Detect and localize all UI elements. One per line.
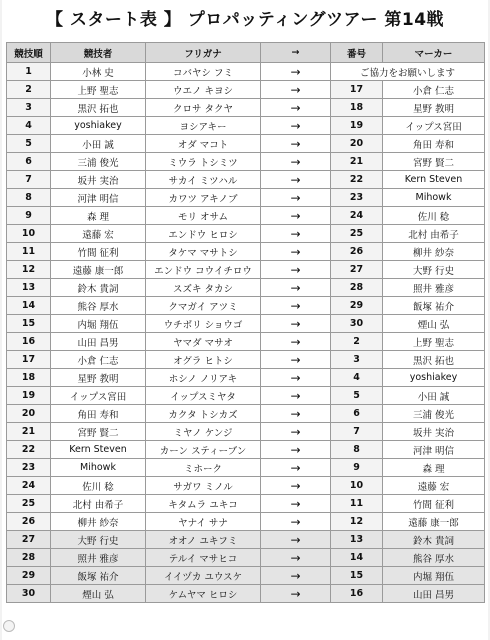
table-body (7, 63, 485, 603)
table-row (7, 585, 485, 603)
row-player: 森 理 (51, 207, 146, 225)
table-row (7, 243, 485, 261)
row-furigana: イイヅカ ユウスケ (146, 567, 261, 585)
row-furigana: モリ オサム (146, 207, 261, 225)
table-row (7, 567, 485, 585)
row-marker: 鈴木 貴詞 (383, 531, 485, 549)
row-order: 29 (7, 567, 51, 585)
table-row (7, 207, 485, 225)
row-marker: yoshiakey (383, 369, 485, 387)
row-order: 13 (7, 279, 51, 297)
row-marker: 角田 寿和 (383, 135, 485, 153)
row-arrow: → (261, 135, 331, 153)
table-row (7, 531, 485, 549)
row-arrow: → (261, 117, 331, 135)
row-number: 23 (331, 189, 383, 207)
table-row (7, 459, 485, 477)
row-furigana: エンドウ コウイチロウ (146, 261, 261, 279)
row-arrow: → (261, 225, 331, 243)
row-player: 小田 誠 (51, 135, 146, 153)
header-order: 競技順 (7, 43, 51, 63)
header-arrow: → (261, 43, 331, 63)
row-player: 内堀 翔伍 (51, 315, 146, 333)
start-table (6, 42, 485, 603)
row-player: 三浦 俊光 (51, 153, 146, 171)
row-marker: 竹間 征利 (383, 495, 485, 513)
row-number: 26 (331, 243, 383, 261)
row-number: 27 (331, 261, 383, 279)
row-order: 2 (7, 81, 51, 99)
row-marker: 北村 由希子 (383, 225, 485, 243)
row-player: 宮野 賢二 (51, 423, 146, 441)
row-furigana: サカイ ミツハル (146, 171, 261, 189)
row-arrow: → (261, 531, 331, 549)
row-marker: 宮野 賢二 (383, 153, 485, 171)
row-player: 柳井 紗奈 (51, 513, 146, 531)
row-number: 15 (331, 567, 383, 585)
row-number: 3 (331, 351, 383, 369)
table-row (7, 189, 485, 207)
row-arrow: → (261, 495, 331, 513)
row-order: 7 (7, 171, 51, 189)
row-order: 9 (7, 207, 51, 225)
row-order: 6 (7, 153, 51, 171)
row-player: 小倉 仁志 (51, 351, 146, 369)
row-furigana: サガワ ミノル (146, 477, 261, 495)
row-player: 鈴木 貴詞 (51, 279, 146, 297)
row-arrow: → (261, 81, 331, 99)
row-marker: 上野 聖志 (383, 333, 485, 351)
row-player: 遠藤 康一郎 (51, 261, 146, 279)
header-player: 競技者 (51, 43, 146, 63)
row-marker: 坂井 実治 (383, 423, 485, 441)
row-furigana: テルイ マサヒコ (146, 549, 261, 567)
table-row (7, 477, 485, 495)
table-row (7, 225, 485, 243)
row-order: 19 (7, 387, 51, 405)
row-order: 23 (7, 459, 51, 477)
row-furigana: ミウラ トシミツ (146, 153, 261, 171)
table-row (7, 81, 485, 99)
row-player: Mihowk (51, 459, 146, 477)
table-row (7, 99, 485, 117)
row-order: 21 (7, 423, 51, 441)
row-marker: 熊谷 厚水 (383, 549, 485, 567)
row-marker: 遠藤 宏 (383, 477, 485, 495)
row-arrow: → (261, 567, 331, 585)
row-order: 1 (7, 63, 51, 81)
row-order: 20 (7, 405, 51, 423)
row-number: 7 (331, 423, 383, 441)
row-furigana: ケムヤマ ヒロシ (146, 585, 261, 603)
table-row (7, 153, 485, 171)
row-furigana: カーン スティーブン (146, 441, 261, 459)
row-arrow: → (261, 315, 331, 333)
row-marker: 黒沢 拓也 (383, 351, 485, 369)
row-order: 12 (7, 261, 51, 279)
row-player: 熊谷 厚水 (51, 297, 146, 315)
row-furigana: キタムラ ユキコ (146, 495, 261, 513)
row-number: 28 (331, 279, 383, 297)
row-marker: 三浦 俊光 (383, 405, 485, 423)
table-row (7, 63, 485, 81)
row-furigana: オグラ ヒトシ (146, 351, 261, 369)
table-row (7, 315, 485, 333)
row-number: 5 (331, 387, 383, 405)
row-furigana: クマガイ アツミ (146, 297, 261, 315)
row-number: 9 (331, 459, 383, 477)
row-arrow: → (261, 477, 331, 495)
table-row (7, 171, 485, 189)
table-row (7, 369, 485, 387)
row-number: 16 (331, 585, 383, 603)
row-furigana: ウチボリ ショウゴ (146, 315, 261, 333)
row-player: 佐川 稔 (51, 477, 146, 495)
row-furigana: カクタ トシカズ (146, 405, 261, 423)
row-arrow: → (261, 459, 331, 477)
row-number: 13 (331, 531, 383, 549)
row-number: 21 (331, 153, 383, 171)
corner-circle-icon (3, 620, 15, 632)
row-arrow: → (261, 585, 331, 603)
row-furigana: タケマ マサトシ (146, 243, 261, 261)
row-marker: 河津 明信 (383, 441, 485, 459)
row-furigana: オダ マコト (146, 135, 261, 153)
row-furigana: クロサ タクヤ (146, 99, 261, 117)
row-player: 大野 行史 (51, 531, 146, 549)
row-marker: 遠藤 康一郎 (383, 513, 485, 531)
table-row (7, 513, 485, 531)
row-number: 2 (331, 333, 383, 351)
row-order: 5 (7, 135, 51, 153)
row-player: 遠藤 宏 (51, 225, 146, 243)
row-marker: Mihowk (383, 189, 485, 207)
table-row (7, 279, 485, 297)
header-marker: マーカー (383, 43, 485, 63)
row-furigana: オオノ ユキフミ (146, 531, 261, 549)
row-furigana: カワツ アキノブ (146, 189, 261, 207)
row-marker: 小田 誠 (383, 387, 485, 405)
row-order: 25 (7, 495, 51, 513)
row-player: Kern Steven (51, 441, 146, 459)
row-arrow: → (261, 189, 331, 207)
table-row (7, 441, 485, 459)
row-furigana: ミヤノ ケンジ (146, 423, 261, 441)
row-player: 小林 史 (51, 63, 146, 81)
row-player: 角田 寿和 (51, 405, 146, 423)
table-row (7, 117, 485, 135)
table-row (7, 495, 485, 513)
row-order: 27 (7, 531, 51, 549)
row-marker: 星野 教明 (383, 99, 485, 117)
row-arrow: → (261, 405, 331, 423)
row-number: 24 (331, 207, 383, 225)
row-number: 11 (331, 495, 383, 513)
row-marker: Kern Steven (383, 171, 485, 189)
row-order: 8 (7, 189, 51, 207)
row-arrow: → (261, 351, 331, 369)
row-marker: 森 理 (383, 459, 485, 477)
table-row (7, 405, 485, 423)
row-number: 14 (331, 549, 383, 567)
row-number: 29 (331, 297, 383, 315)
row-arrow: → (261, 441, 331, 459)
row-player: 上野 聖志 (51, 81, 146, 99)
row-marker: 照井 雅彦 (383, 279, 485, 297)
row-order: 16 (7, 333, 51, 351)
row-arrow: → (261, 423, 331, 441)
row-order: 18 (7, 369, 51, 387)
row-arrow: → (261, 513, 331, 531)
row-player: 北村 由希子 (51, 495, 146, 513)
row-order: 4 (7, 117, 51, 135)
row-marker: 飯塚 祐介 (383, 297, 485, 315)
row-furigana: コバヤシ フミ (146, 63, 261, 81)
table-row (7, 351, 485, 369)
row-order: 30 (7, 585, 51, 603)
row-arrow: → (261, 279, 331, 297)
row-arrow: → (261, 333, 331, 351)
header-number: 番号 (331, 43, 383, 63)
row-order: 10 (7, 225, 51, 243)
table-row (7, 333, 485, 351)
page-title: 【 スタート表 】 プロパッティングツアー 第14戦 (45, 10, 445, 30)
row-number: 25 (331, 225, 383, 243)
row-marker: イップス宮田 (383, 117, 485, 135)
row-arrow: → (261, 207, 331, 225)
row-arrow: → (261, 261, 331, 279)
table-row (7, 387, 485, 405)
row-number: 10 (331, 477, 383, 495)
row-number: 4 (331, 369, 383, 387)
row-order: 28 (7, 549, 51, 567)
row-order: 17 (7, 351, 51, 369)
row-order: 3 (7, 99, 51, 117)
row-player: 飯塚 祐介 (51, 567, 146, 585)
row-order: 15 (7, 315, 51, 333)
row-number: 19 (331, 117, 383, 135)
row-marker: 内堀 翔伍 (383, 567, 485, 585)
row-number: 8 (331, 441, 383, 459)
table-row (7, 135, 485, 153)
table-row (7, 549, 485, 567)
row-furigana: ホシノ ノリアキ (146, 369, 261, 387)
row-player: イップス宮田 (51, 387, 146, 405)
row-player: 坂井 実治 (51, 171, 146, 189)
row-order: 26 (7, 513, 51, 531)
row-furigana: イップスミヤタ (146, 387, 261, 405)
row-furigana: エンドウ ヒロシ (146, 225, 261, 243)
row-player: 竹間 征利 (51, 243, 146, 261)
row-marker-note: ご協力をお願いします (331, 63, 485, 81)
row-number: 22 (331, 171, 383, 189)
row-player: 照井 雅彦 (51, 549, 146, 567)
header-furigana: フリガナ (146, 43, 261, 63)
row-player: 山田 昌男 (51, 333, 146, 351)
table-row (7, 261, 485, 279)
row-arrow: → (261, 387, 331, 405)
row-arrow: → (261, 171, 331, 189)
row-furigana: ヤマダ マサオ (146, 333, 261, 351)
row-order: 11 (7, 243, 51, 261)
row-furigana: ヤナイ サナ (146, 513, 261, 531)
row-number: 6 (331, 405, 383, 423)
row-furigana: ヨシアキー (146, 117, 261, 135)
row-number: 20 (331, 135, 383, 153)
row-arrow: → (261, 369, 331, 387)
row-arrow: → (261, 99, 331, 117)
row-number: 30 (331, 315, 383, 333)
row-order: 22 (7, 441, 51, 459)
row-player: yoshiakey (51, 117, 146, 135)
row-order: 14 (7, 297, 51, 315)
row-player: 星野 教明 (51, 369, 146, 387)
table-row (7, 423, 485, 441)
row-order: 24 (7, 477, 51, 495)
row-marker: 大野 行史 (383, 261, 485, 279)
row-furigana: スズキ タカシ (146, 279, 261, 297)
row-marker: 柳井 紗奈 (383, 243, 485, 261)
table-header-row (7, 43, 485, 63)
row-number: 12 (331, 513, 383, 531)
row-marker: 佐川 稔 (383, 207, 485, 225)
start-sheet (2, 0, 488, 640)
row-player: 河津 明信 (51, 189, 146, 207)
row-number: 17 (331, 81, 383, 99)
row-arrow: → (261, 153, 331, 171)
row-marker: 山田 昌男 (383, 585, 485, 603)
row-player: 黒沢 拓也 (51, 99, 146, 117)
row-arrow: → (261, 63, 331, 81)
row-marker: 小倉 仁志 (383, 81, 485, 99)
row-furigana: ウエノ キヨシ (146, 81, 261, 99)
table-row (7, 297, 485, 315)
row-arrow: → (261, 243, 331, 261)
row-arrow: → (261, 297, 331, 315)
row-arrow: → (261, 549, 331, 567)
row-marker: 煙山 弘 (383, 315, 485, 333)
row-player: 煙山 弘 (51, 585, 146, 603)
row-furigana: ミホーク (146, 459, 261, 477)
row-number: 18 (331, 99, 383, 117)
